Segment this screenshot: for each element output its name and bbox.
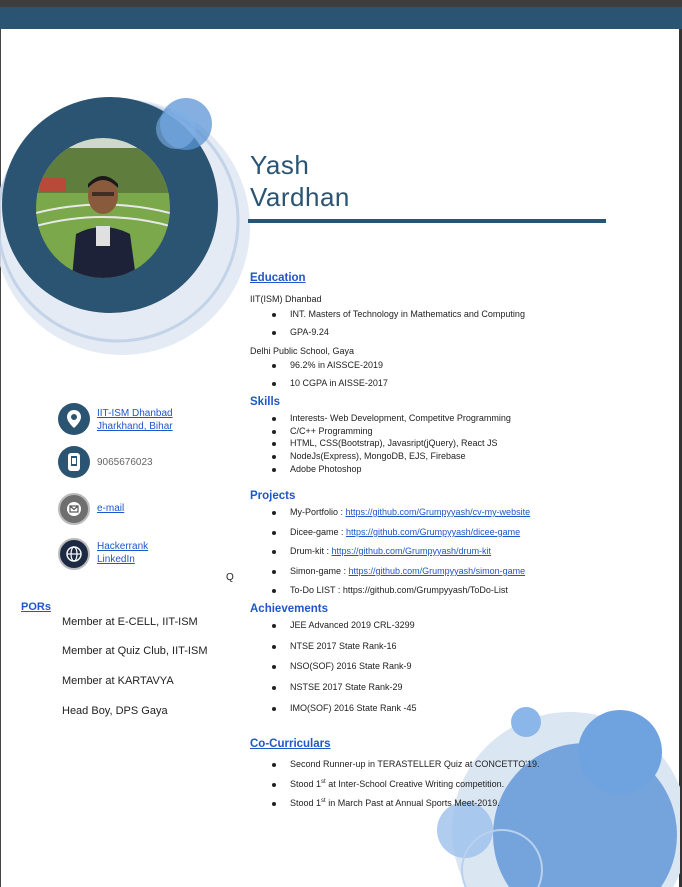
email-link[interactable] [97,502,124,515]
education-item: 96.2% in AISSCE-2019 [290,360,384,370]
name-last: Vardhan [250,182,350,212]
hackerrank-link[interactable]: Hackerrank [97,541,149,552]
phone-icon [58,446,90,478]
project-link[interactable]: https://github.com/Grumpyyash/simon-game [348,566,526,576]
cocurricular-text: in March Past at Annual Sports Meet-2019. [325,798,500,808]
location-pin-icon [58,403,90,435]
skill-item: Interests- Web Development, Competitve Programming [290,413,511,423]
project-label: Simon-game : [290,566,349,576]
achievement-item: JEE Advanced 2019 CRL-3299 [290,620,415,630]
project-label: My-Portfolio : [290,507,346,517]
cocurriculars-heading: Co-Curriculars [250,738,331,750]
education-item: 10 CGPA in AISSE-2017 [290,378,388,388]
location-line2[interactable]: Jharkhand, Bihar [97,421,173,432]
deco-circle-small [511,707,541,737]
deco-circle-tiny [156,109,196,149]
cocurricular-text: at Inter-School Creative Writing competition. [325,779,505,789]
skill-item: NodeJs(Express), MongoDB, EJS, Firebase [290,451,466,461]
cocurricular-item: Second Runner-up in TERASTELLER Quiz at CONCETTO'19. [290,759,540,769]
achievement-item: IMO(SOF) 2016 State Rank -45 [290,703,417,713]
email-label[interactable]: e-mail [97,503,125,514]
deco-circle-medium [578,710,662,794]
project-label: Dicee-game : [290,527,347,537]
header-bar [0,7,682,29]
project-label: To-Do LIST : [290,585,343,595]
project-item [290,566,525,576]
ordinal-suffix: st [321,798,326,804]
por-item: Head Boy, DPS Gaya [62,705,168,717]
achievement-item: NTSE 2017 State Rank-16 [290,641,397,651]
achievements-heading: Achievements [250,603,328,615]
location-block[interactable] [97,407,173,433]
school2-name: Delhi Public School, Gaya [250,346,355,356]
project-item [290,527,520,537]
por-item: Member at Quiz Club, IIT-ISM [62,645,208,657]
cocurricular-item [290,779,504,789]
globe-icon [58,538,90,570]
school1-name: IIT(ISM) Dhanbad [250,294,322,304]
project-item [290,585,508,595]
achievement-item: NSO(SOF) 2016 State Rank-9 [290,661,412,671]
project-label: Drum-kit : [290,546,332,556]
skill-item: HTML, CSS(Bootstrap), Javasript(jQuery), React JS [290,438,498,448]
cocurricular-text: Stood 1 [290,798,322,808]
projects-heading: Projects [250,490,296,502]
project-url-plain: https://github.com/Grumpyyash/ToDo-List [342,585,508,595]
education-item: INT. Masters of Technology in Mathematics and Computing [290,309,525,319]
profile-links[interactable] [97,540,148,566]
pors-heading: PORs [21,601,51,613]
achievement-item: NSTSE 2017 State Rank-29 [290,682,403,692]
linkedin-link[interactable]: LinkedIn [97,554,135,565]
name-underline [248,219,606,223]
decorative-circles-bottom [410,700,680,887]
project-item [290,546,491,556]
education-heading: Education [250,272,306,284]
location-line1[interactable]: IIT-ISM Dhanbad [97,408,173,419]
skill-item: Adobe Photoshop [290,464,362,474]
project-link[interactable]: https://github.com/Grumpyyash/cv-my-website [345,507,531,517]
name-first: Yash [250,150,310,180]
ordinal-suffix: st [321,779,326,785]
stray-glyph: Q [226,572,234,583]
profile-photo [36,138,170,278]
deco-circle-left [437,802,493,858]
cocurricular-item [290,798,500,808]
education-item: GPA-9.24 [290,327,329,337]
project-link[interactable]: https://github.com/Grumpyyash/dicee-game [346,527,521,537]
phone-number: 9065676023 [97,457,153,468]
project-link[interactable]: https://github.com/Grumpyyash/drum-kit [331,546,492,556]
skills-heading: Skills [250,396,281,408]
window-frame-top [0,0,682,7]
project-item [290,507,530,517]
por-item: Member at KARTAVYA [62,675,174,687]
por-item: Member at E-CELL, IIT-ISM [62,616,198,628]
skill-item: C/C++ Programming [290,426,373,436]
cocurricular-text: Stood 1 [290,779,322,789]
email-icon [58,493,90,525]
